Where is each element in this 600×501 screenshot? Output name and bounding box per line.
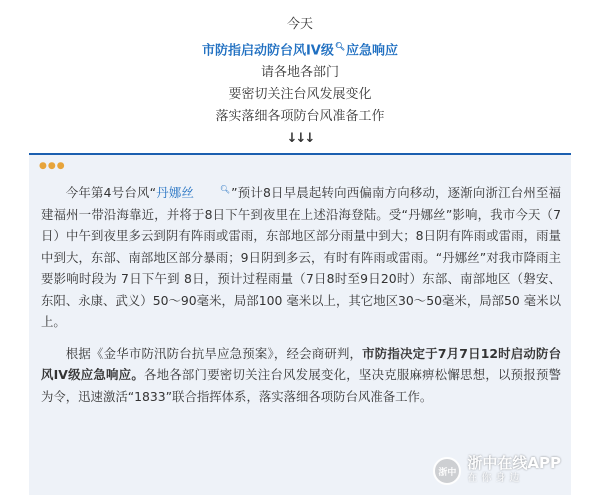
typhoon-name-link[interactable]: 丹娜丝	[156, 185, 195, 201]
app-logo-icon: 浙中	[433, 457, 461, 485]
search-icon[interactable]: 🔍︎	[219, 185, 231, 194]
watermark-subtitle: 在你身边	[467, 473, 524, 484]
response-decision: 市防指决定于7月7日12时启动防台风IV级应急响应。	[41, 345, 561, 383]
paragraph-response	[41, 343, 561, 408]
app-watermark	[433, 455, 561, 487]
down-arrows-icon: ↓↓↓	[286, 131, 314, 147]
decorative-dots-icon: ●●●	[39, 161, 66, 171]
headline-part2: 应急响应	[346, 43, 399, 59]
forecast-body: ”预计8日早晨起转向西偏南方向移动，逐渐向浙江台州至福建福州一带沿海靠近，并将于8日下午到夜里在上述沿海登陆。受“丹娜丝”影响，我市今天（7日）中午到夜里多云到阴有阵雨或雷雨，东部地区部分雨量中到大；8日阴有阵雨或雷雨，雨量中到大，东部、南部地区部分暴雨；9日阴到多云，有时有阵雨或雷雨。“丹娜丝”对我市降雨主要影响时段为 7日下午到 8日，预计过程雨量（7日8时至9日20时）东部、南部地区（磐安、东阳、永康、武义）50～90毫米，局部100 毫米以上，其它地区30～50毫米，局部50 毫米以上。	[41, 185, 561, 330]
watermark-title: 浙中在线APP	[467, 454, 561, 472]
header-monitor: 要密切关注台风发展变化	[228, 87, 372, 103]
watermark-text	[467, 455, 561, 487]
search-icon[interactable]: 🔍︎	[334, 42, 346, 51]
headline	[0, 36, 600, 62]
header-departments: 请各地各部门	[260, 65, 339, 81]
paragraph-forecast	[41, 179, 561, 333]
response-body: 各地各部门要密切关注台风发展变化，坚决克服麻痹松懈思想，以预报预警为令，迅速激活“1833”联合指挥体系，落实落细各项防台风准备工作。	[41, 367, 561, 404]
forecast-intro: 今年第4号台风“	[65, 185, 157, 201]
header-today: 今天	[286, 17, 313, 32]
notice-card	[29, 153, 571, 495]
header-implement: 落实落细各项防台风准备工作	[215, 109, 385, 125]
response-intro: 根据《金华市防汛防台抗旱应急预案》，经会商研判，	[65, 345, 363, 361]
header-block	[0, 14, 600, 150]
card-content	[41, 179, 561, 417]
headline-part1: 市防指启动防台风IV级	[201, 43, 334, 59]
